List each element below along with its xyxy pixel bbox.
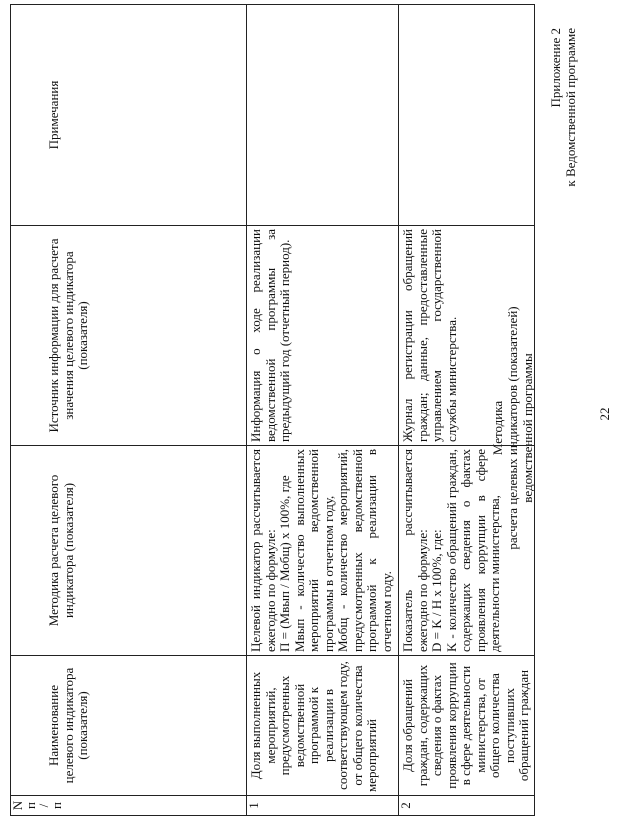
row-1-source: Информация о ходе реализации ведомственной программы за предыдущий год (отчетный период). (247, 226, 399, 446)
row-2-source: Журнал регистрации обращений граждан; данные, предоставленные управлением государственной службы министерства. (399, 226, 535, 446)
table-header-row (11, 5, 247, 816)
appendix-line-1: Приложение 2 (548, 28, 563, 108)
row-1-note (247, 5, 399, 226)
header-num (11, 796, 247, 816)
indicator-table (10, 4, 535, 816)
row-2-method-formula: D = K / H x 100%, где: (429, 529, 444, 652)
title-line-1: Методика (490, 400, 505, 456)
header-name: Наименование целевого индикатора (показателя) (11, 656, 247, 796)
appendix-line-2: к Ведомственной программе (563, 28, 578, 187)
page-number: 22 (597, 407, 612, 421)
row-2-num: 2 (399, 796, 535, 816)
row-2-name: Доля обращений граждан, содержащих сведения о фактах проявления коррупции в сфере деятельности министерства, от общего количества поступивших обращений граждан (399, 656, 535, 796)
row-1-method-intro: Целевой индикатор рассчитывается ежегодно по формуле: (248, 449, 278, 652)
row-1-method (247, 446, 399, 656)
header-num-line-2: п (23, 802, 38, 809)
header-method: Методика расчета целевого индикатора (показателя) (11, 446, 247, 656)
row-2-method (399, 446, 535, 656)
title-line-2: расчета целевых индикаторов (показателей) (505, 306, 520, 550)
appendix-caption (548, 28, 578, 228)
header-note: Примечания (11, 5, 247, 226)
table-row (247, 5, 399, 816)
row-1-method-def-1: Мвып - количество выполненных мероприятий ведомственной программы в отчетном году, (291, 449, 336, 652)
row-2-method-intro: Показатель рассчитывается ежегодно по формуле: (400, 449, 430, 652)
row-2-note (399, 5, 535, 226)
title-line-3: ведомственной программы (520, 353, 535, 503)
row-1-method-def-2: Мобщ - количество мероприятий, предусмотренных ведомственной программой к реализации в отчетном году. (335, 449, 394, 652)
header-num-line-3: / (36, 803, 51, 808)
row-2-method-def-1: K - количество обращений граждан, содержащих сведения о фактах проявления коррупции в сфере деятельности министерства, (443, 449, 502, 652)
row-1-method-formula: П = (Мвып / Мобщ) x 100%, где (277, 475, 292, 652)
header-num-line-4: п (49, 802, 64, 809)
header-num-line-1: N (10, 800, 25, 811)
table-row (399, 5, 535, 816)
row-1-num: 1 (247, 796, 399, 816)
header-source: Источник информации для расчета значения целевого индикатора (показателя) (11, 226, 247, 446)
row-1-name: Доля выполненных мероприятий, предусмотренных ведомственной программой к реализации в соответствующем году, от общего количества мероприятий (247, 656, 399, 796)
